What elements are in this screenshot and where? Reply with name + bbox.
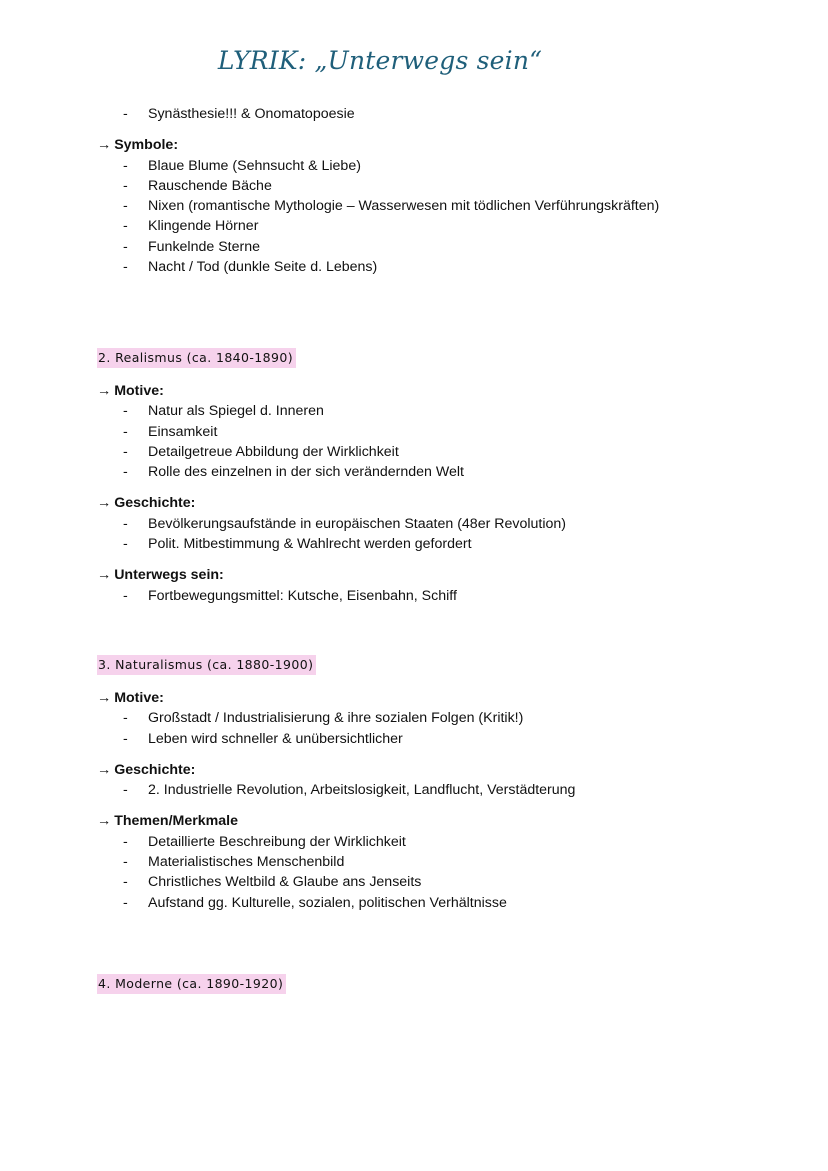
list-item: - Synästhesie!!! & Onomatopoesie: [123, 106, 355, 122]
symbole-block: [97, 135, 797, 277]
block-heading: → Themen/Merkmale: [97, 813, 238, 830]
list-item: - Rolle des einzelnen in der sich verändernden Welt: [123, 464, 464, 481]
list-item: - Natur als Spiegel d. Inneren: [123, 403, 324, 420]
geschichte-block: [97, 760, 797, 801]
list-item: - Fortbewegungsmittel: Kutsche, Eisenbahn, Schiff: [123, 587, 457, 604]
arrow-icon: →: [97, 137, 112, 154]
list-item: - Rauschende Bäche: [123, 177, 272, 194]
list-item: - Bevölkerungsaufstände in europäischen Staaten (48er Revolution): [123, 515, 567, 532]
list-item: - Klingende Hörner: [123, 218, 259, 235]
geschichte-list: [97, 780, 797, 800]
arrow-icon: →: [97, 383, 112, 399]
list-item: - Materialistisches Menschenbild: [123, 854, 345, 871]
block-heading: → Symbole:: [97, 137, 179, 154]
arrow-icon: →: [97, 761, 112, 778]
block-heading: → Geschichte:: [97, 761, 196, 778]
naturalismus-section: [97, 655, 797, 913]
symbole-list: [97, 156, 797, 278]
list-item: - Funkelnde Sterne: [123, 238, 260, 255]
list-item: - Blaue Blume (Sehnsucht & Liebe): [123, 157, 361, 174]
moderne-section: [97, 974, 797, 994]
block-heading: → Geschichte:: [97, 495, 196, 512]
intro-list: [97, 104, 797, 124]
list-item: - Detailgetreue Abbildung der Wirklichkeit: [123, 443, 399, 460]
page-title: LYRIK: „Unterwegs sein“: [217, 46, 543, 75]
list-item: - Einsamkeit: [123, 423, 218, 440]
realismus-section: [97, 348, 797, 606]
list-item: - Christliches Weltbild & Glaube ans Jenseits: [123, 874, 422, 891]
list-item: - Detaillierte Beschreibung der Wirklichkeit: [123, 833, 406, 850]
motive-block: [97, 688, 797, 749]
block-heading: → Motive:: [97, 690, 164, 706]
unterwegs-block: [97, 565, 797, 606]
romantik-section: [97, 104, 797, 277]
list-item: - Nacht / Tod (dunkle Seite d. Lebens): [123, 259, 378, 276]
epoch-heading: 3. Naturalismus (ca. 1880-1900): [97, 655, 316, 675]
epoch-heading: 2. Realismus (ca. 1840-1890): [97, 348, 296, 368]
motive-block: [97, 381, 797, 482]
list-item: - Nixen (romantische Mythologie – Wasserwesen mit tödlichen Verführungskräften): [123, 198, 660, 215]
arrow-icon: →: [97, 567, 112, 584]
motive-list: [97, 401, 797, 482]
arrow-icon: →: [97, 690, 112, 706]
epoch-heading: 4. Moderne (ca. 1890-1920): [97, 974, 286, 994]
themen-list: [97, 832, 797, 913]
motive-list: [97, 708, 797, 749]
arrow-icon: →: [97, 813, 112, 830]
block-heading: → Motive:: [97, 383, 164, 399]
themen-block: [97, 811, 797, 912]
arrow-icon: →: [97, 495, 112, 512]
list-item: - Aufstand gg. Kulturelle, sozialen, politischen Verhältnisse: [123, 894, 507, 911]
unterwegs-list: [97, 586, 797, 606]
list-item: - Leben wird schneller & unübersichtlicher: [123, 730, 403, 747]
list-item: - Polit. Mitbestimmung & Wahlrecht werden gefordert: [123, 536, 472, 553]
block-heading: → Unterwegs sein:: [97, 567, 224, 584]
list-item: - 2. Industrielle Revolution, Arbeitslosigkeit, Landflucht, Verstädterung: [123, 782, 576, 799]
geschichte-block: [97, 493, 797, 554]
geschichte-list: [97, 514, 797, 555]
list-item: - Großstadt / Industrialisierung & ihre sozialen Folgen (Kritik!): [123, 710, 524, 727]
